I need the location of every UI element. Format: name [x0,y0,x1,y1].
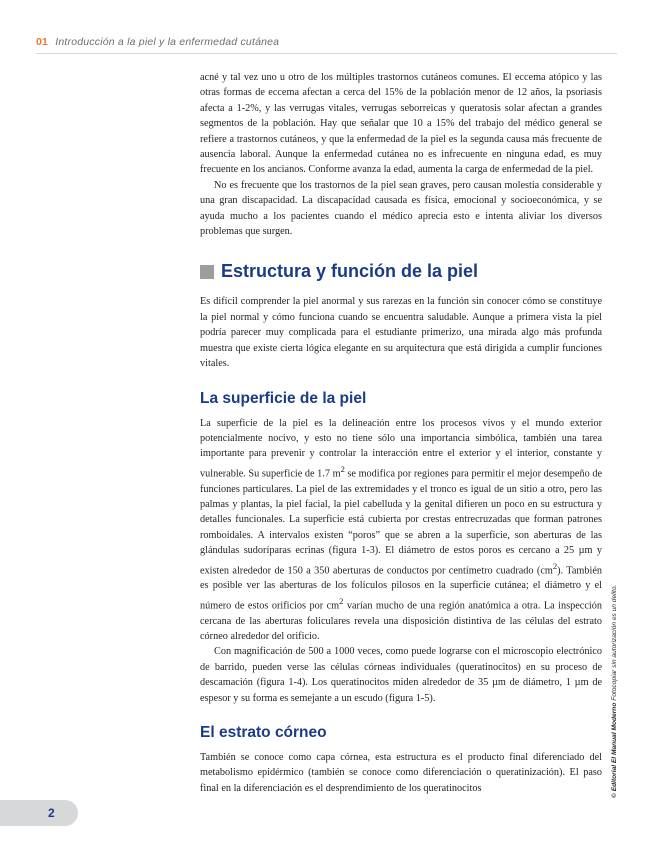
page-body [200,70,602,796]
paragraph-2: No es frecuente que los trastornos de la piel sean graves, pero causan molestia considerable y una gran discapacidad. La discapacidad causada es física, emocional y socioeconómica, y se ayuda mucho a los pacientes cuando el médico aprecia esto e intenta aliviar los diversos problemas que surgen. [200,179,602,238]
subsection-heading-stratum: El estrato córneo [200,724,327,742]
superscript-area: 2 [340,463,345,474]
chapter-number: 01 [36,36,49,48]
paragraph-4-part-d: varían mucho de una región anatómica a otra. La inspección cercana de las aberturas foliculares revela una disposición distintiva de las células del estrato córneo alrededor del orificio. [200,600,602,642]
paragraph-6: También se conoce como capa córnea, esta estructura es el producto final diferenciado del metabolismo epidérmico (también se conoce como diferenciación o queratinización). El paso final en la diferenciación es el desprendimiento de los queratinocitos [200,752,602,794]
superscript-cm-1: 2 [552,560,558,571]
paragraph-4-part-c: ). También es posible ver las aberturas de los folículos pilosos en la superficie cutánea; el diámetro y el número de estos orificios por cm [200,564,602,612]
paragraph-4-part-a: La superficie de la piel es la delineación entre los procesos vivos y el mundo exterior potencialmente nocivo, y esto no tiene sólo una importancia simbólica, también una tarea importante para prevenir y controlar la interacción entre el exterior y el interior, constante y vulnerable. Su superficie de 1.7 m [200,417,602,480]
paragraph-4 [200,416,602,645]
paragraph-3: Es difícil comprender la piel anormal y sus rarezas en la función sin conocer cómo se constituye la piel normal y cómo funciona cuando se encuentra saludable. Aunque a primera vista la piel podría parecer muy complicada para el estudiante primerizo, una mirada algo más profunda muestra que existe cierta lógica elegante en su arquitectura que está dirigida a cumplir funciones vitales. [200,296,602,370]
copyright-notice [611,585,618,798]
chapter-title: Introducción a la piel y la enfermedad cutánea [55,36,280,48]
copyright-warning: Fotocopiar sin autorización es un delito. [611,584,618,703]
paragraph-5: Con magnificación de 500 a 1000 veces, como puede lograrse con el microscopio electrónico de barrido, pueden verse las células córneas individuales (queratinocitos) en su proceso de descamación (figura 1-4). Los queratinocitos miden alrededor de 35 µm de diámetro, 1 µm de espesor y su forma es semejante a un escudo (figura 1-5). [200,646,602,704]
section-title: Estructura y función de la piel [221,261,479,282]
subsection-heading-surface: La superficie de la piel [200,389,367,407]
copyright-publisher: © Editorial El Manual Moderno [611,702,618,798]
header-rule [36,53,617,54]
section-square-icon [200,265,214,279]
paragraph-4-part-b: se modifica por regiones para permitir el mejor desempeño de funciones particulares. La piel de las extremidades y el tronco es igual de un sitio a otro, pero las palmas y plantas, la piel facial, la piel cabelluda y la genital difieren un poco en su estructura y detalles funcionales. La superficie está cubierta por crestas entrecruzadas que forman patrones romboidales. A intervalos existen “poros” que se abren a la superficie, son aberturas de las glándulas sudoríparas ecrinas (figura 1-3). El diámetro de estos poros es cercano a 25 µm y existen alrededor de 150 a 350 aberturas de conductos por centímetro cuadrado (cm [200,468,603,576]
page-number: 2 [48,806,55,820]
running-head [36,36,279,48]
section-heading [200,261,602,282]
superscript-cm-2: 2 [339,595,344,606]
page-number-tab [0,800,78,826]
paragraph-1: acné y tal vez uno u otro de los múltiples trastornos cutáneos comunes. El eccema atópico y las otras formas de eccema afectan a cerca del 15% de la población menor de 12 años, la psoriasis afecta a 1-2%, y las verrugas vitales, verrugas seborreicas y queratosis solar afectan a grandes segmentos de la población. Hay que señalar que 10 a 15% del trabajo del médico general se refiere a trastornos cutáneos, y que la enfermedad de la piel es la segunda causa más frecuente de ausencia laboral. Aunque la enfermedad cutánea no es infrecuente en ninguna edad, es muy frecuente en los ancianos. Conforme avanza la edad, aumenta la carga de enfermedad de la piel. [200,72,602,176]
